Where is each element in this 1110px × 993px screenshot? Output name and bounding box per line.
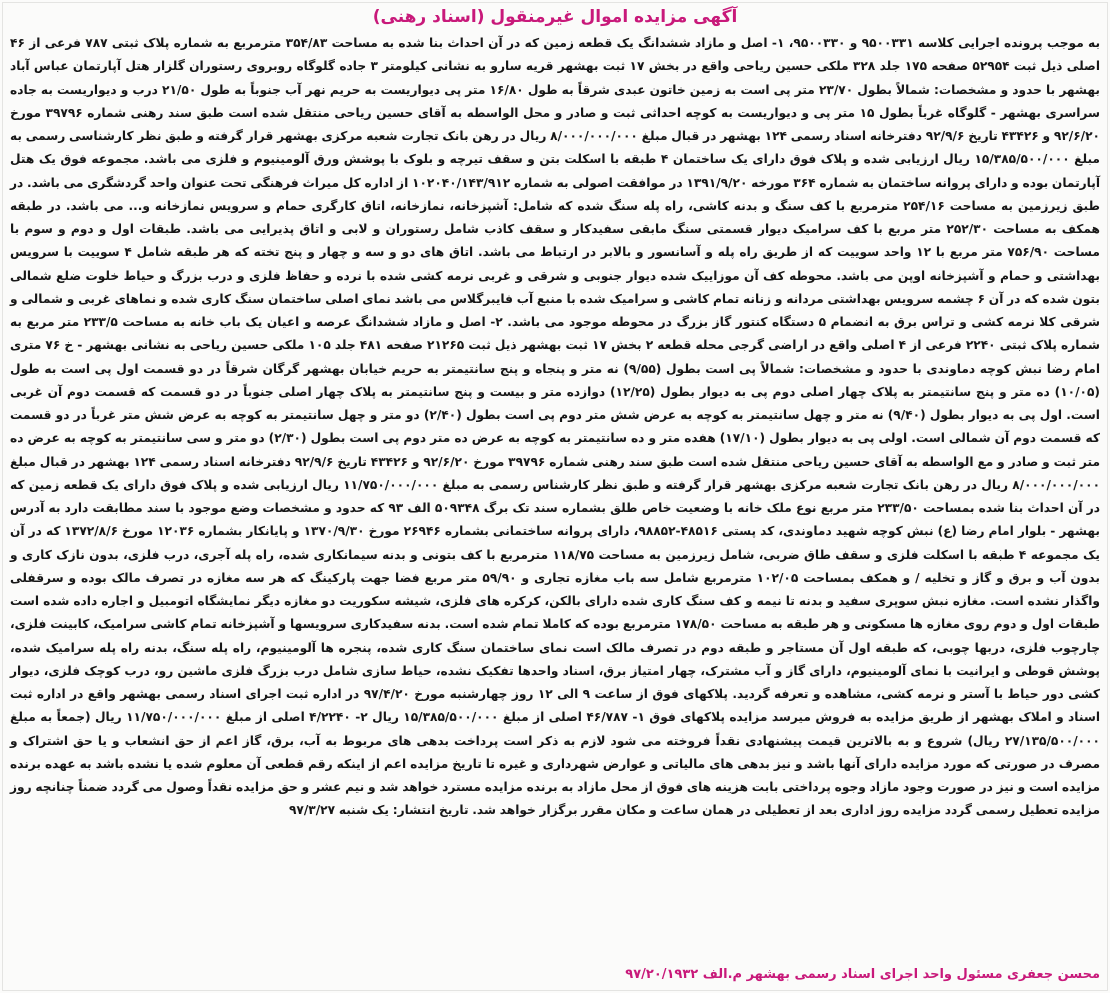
notice-signature: محسن جعفری مسئول واحد اجرای اسناد رسمی بهشهر م.الف ۹۷/۲۰/۱۹۳۲ [625,967,1100,982]
notice-body: به موجب پرونده اجرایی کلاسه ۹۵۰۰۳۳۱ و ۹۵۰۰۳۳۰، ۱- اصل و مازاد ششدانگ یک قطعه زمین که در آن احداث بنا شده به مساحت ۳۵۴/۸۳ مترمربع به شماره پلاک ثبتی ۷۸۷ فرعی از ۴۶ اصلی ذیل ثبت ۵۲۹۵۴ صفحه ۱۷۵ جلد ۳۲۸ ملکی حسین ریاحی واقع در بخش ۱۷ ثبت بهشهر قریه سارو به نشانی کیلومتر ۳ جاده گلوگاه روبروی رستوران گلزار هتل آپارتمان عباس آباد بهشهر با حدود و مشخصات: شمالاً بطول ۲۳/۷۰ متر پی است به زمین خاتون عبدی شرقاً به طول ۱۶/۸۰ متر پی دیواریست به حریم نهر آب جنوباً به طول ۲۱/۵۰ درب و دیواریست به جاده سراسری بهشهر - گلوگاه غرباً بطول ۱۵ متر پی و دیواریست به کوچه احداثی ثبت و صادر و محل الواسطه به آقای حسین ریاحی منتقل شده است طبق سند رهنی شماره ۳۹۷۹۶ مورخ ۹۲/۶/۲۰ و ۴۳۴۲۶ تاریخ ۹۲/۹/۶ دفترخانه اسناد رسمی ۱۲۴ بهشهر در قبال مبلغ ۸/۰۰۰/۰۰۰/۰۰۰ ریال در رهن بانک تجارت شعبه مرکزی بهشهر قرار گرفته و طبق نظر کارشناسی رسمی به مبلغ ۱۵/۳۸۵/۵۰۰/۰۰۰ ریال ارزیابی شده و پلاک فوق دارای یک ساختمان ۴ طبقه با اسکلت بتن و سقف تیرچه و بلوک با پوشش ورق آلومینیوم و فلزی می باشد. مجموعه فوق یک هتل آپارتمان بوده و دارای پروانه ساختمان به شماره ۳۶۴ مورخه ۱۳۹۱/۹/۲۰ در موافقت اصولی به شماره ۱۰۲۰۴۰/۱۴۳/۹۱۲ از اداره کل میراث فرهنگی تحت عنوان واحد گردشگری می باشد. در طبق زیرزمین به مساحت ۲۵۴/۱۶ مترمربع با کف سنگ و بدنه کاشی، راه پله سنگ شده که شامل: آشپزخانه، نمازخانه، اتاق کارگری حمام و سرویس نمازخانه و... می باشد. در طبقه همکف به مساحت ۲۵۲/۳۰ متر مربع با کف سرامیک دیوار قسمتی سنگ مابقی سفیدکار و سقف کاذب شامل رستوران و لابی و اتاق پذیرایی می باشد. طبقات اول و دوم و سوم با مساحت ۷۵۶/۹۰ متر مربع با ۱۲ واحد سوییت که از طریق راه پله و آسانسور و بالابر در ارتباط می باشد. اتاق های دو و سه و چهار و پنج تخته که هر طبقه شامل ۴ سوییت با سرویس بهداشتی و حمام و آشپزخانه اوپن می باشد. محوطه کف آن موزاییک شده دیوار جنوبی و شرقی و غربی نرمه کشی شده با نرده و حفاظ فلزی و درب بزرگ و حیاط خلوت ضلع شمالی بتون شده که در آن ۶ چشمه سرویس بهداشتی مردانه و زنانه تمام کاشی و سرامیک شده با منبع آب فایبرگلاس می باشد نمای اصلی ساختمان سنگ کاری شده و نماهای غربی و شمالی و شرقی کلا نرمه کشی و تراس برق به انضمام ۵ دستگاه کنتور گاز بزرگ در محوطه موجود می باشد. ۲- اصل و مازاد ششدانگ عرصه و اعیان یک باب خانه به مساحت ۲۳۳/۵ متر مربع به شماره پلاک ثبتی ۲۲۴۰ فرعی از ۴ اصلی واقع در اراضی گرجی محله قطعه ۲ بخش ۱۷ ثبت بهشهر ذیل ثبت ۲۱۲۶۵ صفحه ۴۸۱ جلد ۱۰۵ ملکی حسین ریاحی به نشانی بهشهر - خ ۷۶ متری امام رضا نبش کوچه دماوندی با حدود و مشخصات: شمالاً پی است بطول (۹/۵۵) نه متر و پنجاه و پنج سانتیمتر به حریم خیابان بهشهر گرگان شرقاً در دو قسمت اول پی است به طول (۱۰/۰۵) ده متر و پنج سانتیمتر به پلاک چهار اصلی دوم پی به دیوار بطول (۱۲/۲۵) دوازده متر و بیست و پنج سانتیمتر به پلاک چهار اصلی جنوباً در دو قسمت که قسمت دوم آن غربی است. اول پی به دیوار بطول (۹/۴۰) نه متر و چهل سانتیمتر به کوچه به عرض شش متر دوم پی است بطول (۲/۴۰) دو متر و چهل سانتیمتر به کوچه به عرض شش متر غرباً در دو قسمت که قسمت دوم آن شمالی است. اولی پی به دیوار بطول (۱۷/۱۰) هفده متر و ده سانتیمتر به کوچه به عرض ده متر دوم پی است بطول (۲/۳۰) دو متر و سی سانتیمتر به کوچه به عرض ده متر ثبت و صادر و مع الواسطه به آقای حسین ریاحی منتقل شده است طبق سند رهنی شماره ۳۹۷۹۶ مورخ ۹۲/۶/۲۰ و ۴۳۴۲۶ تاریخ ۹۲/۹/۶ دفترخانه اسناد رسمی ۱۲۴ بهشهر در قبال مبلغ ۸/۰۰۰/۰۰۰/۰۰۰ ریال در رهن بانک تجارت شعبه مرکزی بهشهر قرار گرفته و طبق نظر کارشناس رسمی به مبلغ ۱۱/۷۵۰/۰۰۰/۰۰۰ ریال ارزیابی شده و پلاک فوق دارای یک قطعه زمین که در آن احداث بنا شده بمساحت ۲۳۳/۵۰ متر مربع نوع ملک خانه با وضعیت خاص طلق بشماره سند تک برگ ۵۰۹۳۴۸ الف ۹۳ که حدود و مشخصات وضع موجود با سند مطابقت دارد به آدرس بهشهر - بلوار امام رضا (ع) نبش کوچه شهید دماوندی، کد پستی ۴۸۵۱۶-۹۸۸۵۲، دارای پروانه ساختمانی بشماره ۲۶۹۴۶ مورخ ۱۳۷۰/۹/۳۰ و پایانکار بشماره ۱۲۰۳۶ مورخ ۱۳۷۲/۸/۶ که در آن یک مجموعه ۴ طبقه با اسکلت فلزی و سقف طاق ضربی، شامل زیرزمین به مساحت ۱۱۸/۷۵ مترمربع با کف بتونی و بدنه سیمانکاری شده، راه پله آجری، درب فلزی، بدون نازک کاری و بدون آب و برق و گاز و تخلیه / و همکف بمساحت ۱۰۲/۰۵ مترمربع شامل سه باب مغازه تجاری و ۵۹/۹۰ متر مربع فضا جهت پارکینگ که هر سه مغازه در تصرف مالک بوده و سرقفلی واگذار نشده است. مغازه نبش سوپری سفید و بدنه تا نیمه و کف سنگ کاری شده دارای بالکن، کرکره های فلزی، شیشه سکوریت دو مغازه دیگر نمایشگاه اتومبیل و اجاره داده شده است طبقات اول و دوم روی مغازه ها مسکونی و هر طبقه به مساحت ۱۷۸/۵۰ مترمربع بوده که کاملا تمام شده است. بدنه سفیدکاری سرویسها و آشپزخانه تمام کاشی سرامیک، کابینت فلزی، چارچوب فلزی، دربها چوبی، که طبقه اول آن مستاجر و طبقه دوم در تصرف مالک است نمای ساختمان سنگ کاری شده، پنجره ها آلومینیوم، راه پله سنگ، بدنه راه پله سرامیک شده، پوشش قوطی و ایرانیت با نمای آلومینیوم، دارای گاز و آب مشترک، چهار امتیاز برق، اسناد واحدها تفکیک نشده، حیاط سازی شامل درب بزرگ فلزی ماشین رو، درب کوچک فلزی، دیوار کشی دور حیاط با آستر و نرمه کشی، مشاهده و تعرفه گردید. پلاکهای فوق از ساعت ۹ الی ۱۲ روز چهارشنبه مورخ ۹۷/۴/۲۰ در اداره ثبت اجرای اسناد رسمی بهشهر واقع در اداره ثبت اسناد و املاک بهشهر از طریق مزایده به فروش میرسد مزایده پلاکهای فوق ۱- ۴۶/۷۸۷ اصلی از مبلغ ۱۵/۳۸۵/۵۰۰/۰۰۰ ریال ۲- ۴/۲۲۴۰ اصلی از مبلغ ۱۱/۷۵۰/۰۰۰/۰۰۰ ریال (جمعاً به مبلغ ۲۷/۱۳۵/۵۰۰/۰۰۰ ریال) شروع و به بالاترین قیمت پیشنهادی نقداً فروخته می شود لازم به ذکر است پرداخت بدهی های مربوط به آب، برق، گاز اعم از حق انشعاب و یا حق اشتراک و مصرف در صورتی که مورد مزایده دارای آنها باشد و نیز بدهی های مالیاتی و عوارض شهرداری و غیره تا تاریخ مزایده اعم از اینکه رقم قطعی آن معلوم شده یا نشده باشد به عهده برنده مزایده است و نیز در صورت وجود مازاد وجوه پرداختی بابت هزینه های فوق از محل مازاد به برنده مزایده مسترد خواهد شد و نیم عشر و حق مزایده نقداً وصول می گردد ضمناً چنانچه روز مزایده تعطیل رسمی گردد مزایده روز اداری بعد از تعطیلی در همان ساعت و مکان مقرر برگزار خواهد شد. تاریخ انتشار: یک شنبه ۹۷/۳/۲۷ [10,36,1101,818]
notice-title: آگهی مزایده اموال غیرمنقول (اسناد رهنی) [372,7,738,27]
